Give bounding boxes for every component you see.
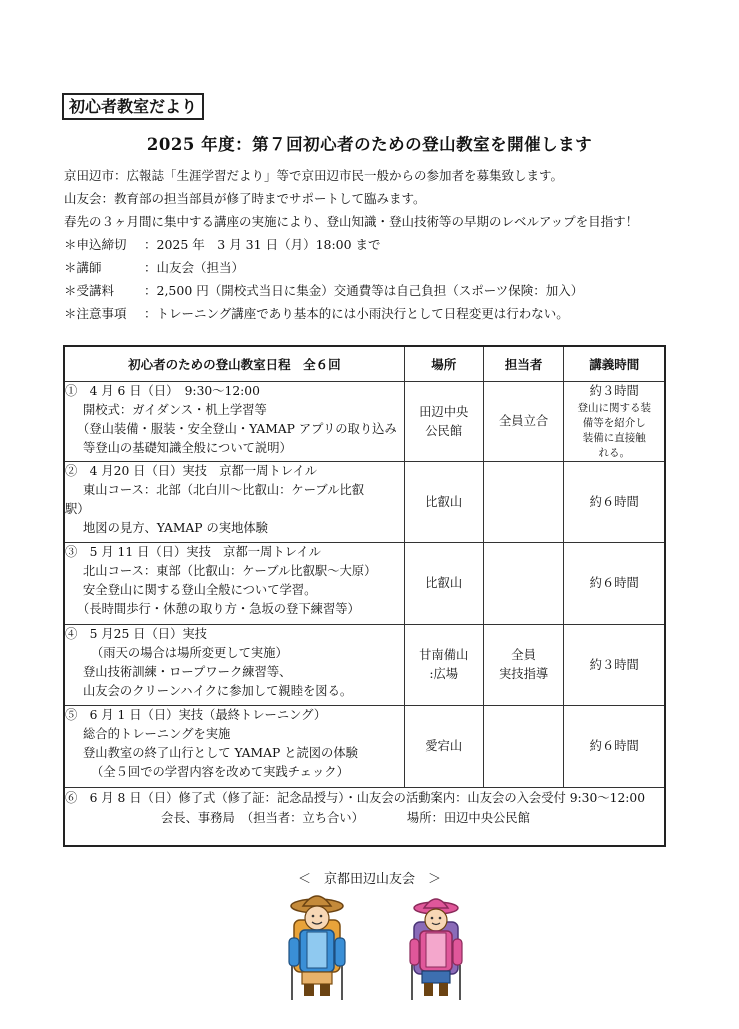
session-place <box>404 625 483 706</box>
session-line: 地図の見方、YAMAP の実地体験 <box>83 521 268 535</box>
session-line: 東山コース：北部（北白川〜比叡山：ケーブル比叡 <box>83 483 365 497</box>
intro-line: 春先の３ヶ月間に集中する講座の実施により、登山知識・登山技術等の早期のレベルアップを目指す！ <box>64 214 639 229</box>
place-line: 甘南備山 <box>419 648 469 662</box>
session-line: （長時間歩行・休憩の取り方・急坂の登下練習等） <box>77 602 360 616</box>
session-line: 等登山の基礎知識全般について説明） <box>83 441 292 455</box>
table-header-row <box>64 346 665 382</box>
session-time <box>564 462 665 543</box>
table-row <box>64 543 665 625</box>
newsletter-tag: 初心者教室だより <box>62 93 204 120</box>
session-time <box>564 382 665 462</box>
intro-line: 山友会：教育部の担当部員が修了時までサポートして臨みます。 <box>64 191 426 206</box>
table-row <box>64 625 665 706</box>
place-line: :広場 <box>429 667 459 681</box>
session-time <box>564 625 665 706</box>
session-description <box>64 625 404 706</box>
session-line: 駅） <box>65 502 90 516</box>
info-deadline <box>64 233 704 256</box>
session-line: 山友会のクリーンハイクに参加して親睦を図る。 <box>83 684 353 698</box>
info-value: ：2025 年 3 月 31 日（月）18:00 まで <box>144 237 381 252</box>
time-note: 装備に直接触 <box>582 432 646 444</box>
session-staff <box>483 382 564 462</box>
session-staff <box>483 462 564 543</box>
session-line: 総合的トレーニングを実施 <box>83 727 231 741</box>
place-line: 比叡山 <box>425 494 463 509</box>
header-staff: 担当者 <box>483 346 564 382</box>
closing-line: 会長、事務局 （担当者：立ち合い） 場所：田辺中央公民館 <box>161 811 530 825</box>
header-schedule: 初心者のための登山教室日程 全６回 <box>64 346 404 382</box>
session-title: ① 4 月 6 日（日） 9:30〜12:00 <box>65 384 260 398</box>
time-line: 約６時間 <box>589 739 639 753</box>
session-staff <box>483 706 564 788</box>
session-description <box>64 462 404 543</box>
session-place <box>404 462 483 543</box>
session-title: ③ 5 月 11 日（日）実技 京都一周トレイル <box>65 545 321 559</box>
session-title: ② 4 月20 日（日）実技 京都一周トレイル <box>65 464 318 478</box>
table-row <box>64 382 665 462</box>
session-staff <box>483 625 564 706</box>
session-staff <box>483 543 564 625</box>
info-key: ＊講師 <box>64 260 102 275</box>
session-description <box>64 382 404 462</box>
closing-line: ⑥ 6 月 8 日（日）修了式（修了証：記念品授与）・山友会の活動案内：山友会の入会受付 9:30〜12:00 <box>65 791 646 805</box>
session-description <box>64 543 404 625</box>
session-line: （雨天の場合は場所変更して実施） <box>91 646 288 660</box>
session-line: 登山技術訓練・ロープワーク練習等、 <box>83 665 292 679</box>
place-line: 田辺中央 <box>419 404 469 419</box>
time-line: 約６時間 <box>589 576 639 590</box>
session-time <box>564 706 665 788</box>
session-time <box>564 543 665 625</box>
info-value: ：2,500 円（開校式当日に集金）交通費等は自己負担（スポーツ保険：加入） <box>144 283 584 298</box>
hiker-woman-illustration <box>410 899 462 1000</box>
schedule-table <box>63 345 666 847</box>
club-name: ＜ 京都田辺山友会 ＞ <box>297 872 441 887</box>
session-place <box>404 543 483 625</box>
header-place: 場所 <box>404 346 483 382</box>
info-value: ：トレーニング講座であり基本的には小雨決行として日程変更は行わない。 <box>144 306 569 321</box>
info-key: ＊申込締切 <box>64 237 127 252</box>
session-line: （全５回での学習内容を改めて実践チェック） <box>91 765 349 779</box>
time-note: れる。 <box>598 447 630 459</box>
staff-line: 全員立合 <box>498 414 549 428</box>
staff-line: 全員 <box>511 648 536 662</box>
session-description <box>64 706 404 788</box>
info-value: ：山友会（担当） <box>144 260 245 275</box>
info-notes <box>64 302 704 325</box>
time-line: 約３時間 <box>589 657 639 672</box>
closing-ceremony <box>64 788 665 846</box>
info-key: ＊注意事項 <box>64 306 127 321</box>
session-line: （登山装備・服装・安全登山・YAMAP アプリの取り込み <box>77 422 397 436</box>
intro-line: 京田辺市：広報誌「生涯学習だより」等で京田辺市民一般からの参加者を募集致します。 <box>64 168 564 183</box>
session-line: 開校式：ガイダンス・机上学習等 <box>83 403 267 417</box>
time-line: 約６時間 <box>589 494 639 509</box>
time-note: 備等を紹介し <box>582 417 646 429</box>
staff-line: 実技指導 <box>498 667 549 681</box>
session-line: 登山教室の終了山行として YAMAP と読図の体験 <box>83 746 358 760</box>
info-key: ＊受講料 <box>64 283 115 298</box>
session-title: ⑤ 6 月 1 日（日）実技（最終トレーニング） <box>65 708 327 722</box>
table-row <box>64 462 665 543</box>
session-place <box>404 706 483 788</box>
info-fee <box>64 279 704 302</box>
session-title: ④ 5 月25 日（日）実技 <box>65 627 207 641</box>
table-row <box>64 706 665 788</box>
time-note: 登山に関する装 <box>577 402 651 414</box>
time-line: 約３時間 <box>589 384 639 398</box>
place-line: 比叡山 <box>425 576 463 590</box>
place-line: 公民館 <box>425 423 463 438</box>
headline: 2025 年度：第７回初心者のための登山教室を開催します <box>146 135 593 154</box>
session-line: 北山コース：東部（比叡山：ケーブル比叡駅〜大原） <box>83 564 377 578</box>
table-row-closing <box>64 788 665 846</box>
session-line: 安全登山に関する登山全般について学習。 <box>83 583 317 597</box>
place-line: 愛宕山 <box>425 739 463 753</box>
info-instructor <box>64 256 704 279</box>
session-place <box>404 382 483 462</box>
hiker-man-illustration <box>289 896 345 1000</box>
header-time: 講義時間 <box>564 346 665 382</box>
intro-section <box>64 164 704 325</box>
